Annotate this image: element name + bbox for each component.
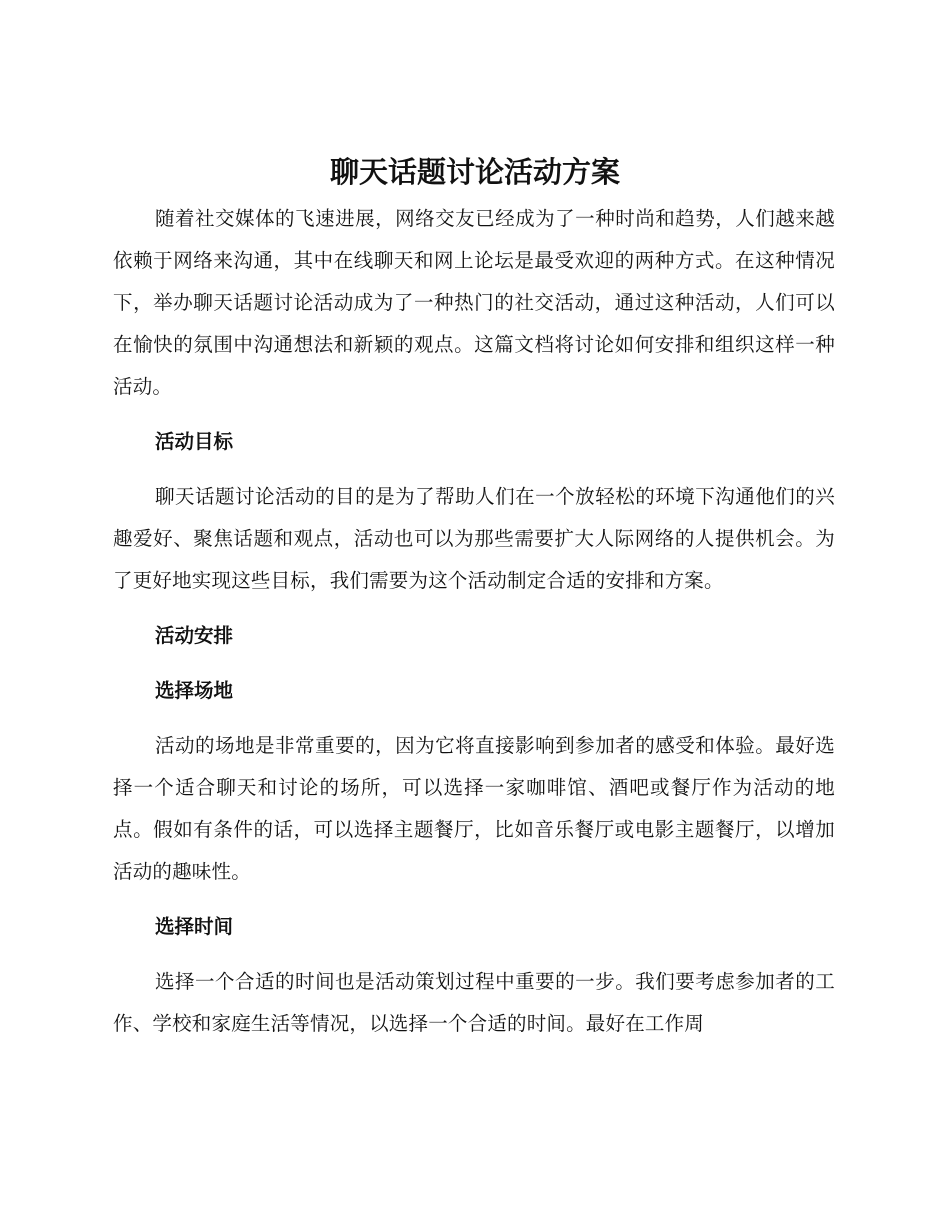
spacer xyxy=(113,463,835,476)
document-title: 聊天话题讨论活动方案 xyxy=(329,155,620,189)
section-paragraph-goal: 聊天话题讨论活动的目的是为了帮助人们在一个放轻松的环境下沟通他们的兴趣爱好、聚焦话题和观点，活动也可以为那些需要扩大人际网络的人提供机会。为了更好地实现这些目标，我们需要为这个活动制定合适的安排和方案。 xyxy=(113,485,835,592)
spacer xyxy=(113,712,835,725)
spacer xyxy=(113,948,835,961)
section-heading-goal: 活动目标 xyxy=(155,430,234,453)
document-body xyxy=(113,198,835,1045)
spacer xyxy=(113,408,835,421)
section-heading-venue: 选择场地 xyxy=(155,679,234,702)
spacer xyxy=(113,893,835,906)
intro-paragraph: 随着社交媒体的飞速进展，网络交友已经成为了一种时尚和趋势，人们越来越依赖于网络来沟通，其中在线聊天和网上论坛是最受欢迎的两种方式。在这种情况下，举办聊天话题讨论活动成为了一种热门的社交活动，通过这种活动，人们可以在愉快的氛围中沟通想法和新颖的观点。这篇文档将讨论如何安排和组织这样一种活动。 xyxy=(113,207,835,398)
section-heading-arrangement: 活动安排 xyxy=(155,624,234,647)
section-heading-time: 选择时间 xyxy=(155,915,234,938)
section-paragraph-venue: 活动的场地是非常重要的，因为它将直接影响到参加者的感受和体验。最好选择一个适合聊天和讨论的场所，可以选择一家咖啡馆、酒吧或餐厅作为活动的地点。假如有条件的话，可以选择主题餐厅，比如音乐餐厅或电影主题餐厅，以增加活动的趣味性。 xyxy=(113,734,835,883)
spacer xyxy=(113,602,835,615)
section-paragraph-time: 选择一个合适的时间也是活动策划过程中重要的一步。我们要考虑参加者的工作、学校和家庭生活等情况，以选择一个合适的时间。最好在工作周 xyxy=(113,970,835,1035)
spacer xyxy=(113,657,835,670)
